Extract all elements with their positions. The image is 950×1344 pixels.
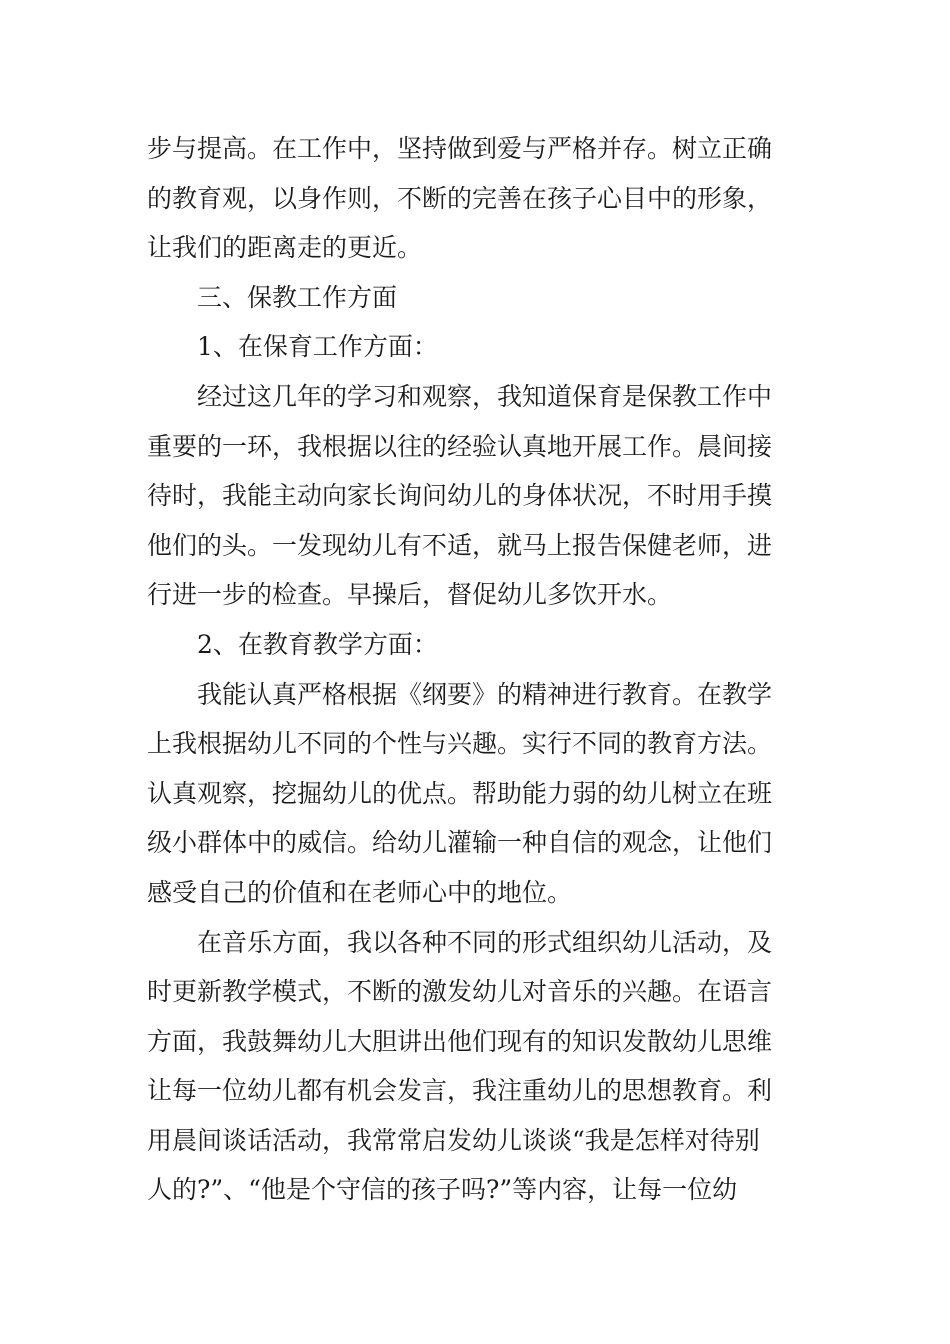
document-body	[147, 124, 815, 1215]
text-line: 待时，我能主动向家长询问幼儿的身体状况，不时用手摸	[147, 481, 773, 511]
text-line: 行进一步的检查。早操后，督促幼儿多饮开水。	[147, 580, 673, 610]
text-line: 他们的头。一发现幼儿有不适，就马上报告保健老师，进	[147, 530, 773, 560]
subsection-heading: 1、在保育工作方面：	[197, 332, 438, 362]
text-line: 让每一位幼儿都有机会发言，我注重幼儿的思想教育。利	[147, 1076, 773, 1106]
text-line: 在音乐方面，我以各种不同的形式组织幼儿活动，及	[197, 927, 773, 957]
text-line: 上我根据幼儿不同的个性与兴趣。实行不同的教育方法。	[147, 729, 773, 759]
text-line: 人的?”、“他是个守信的孩子吗?”等内容，让每一位幼	[147, 1175, 738, 1205]
text-line: 我能认真严格根据《纲要》的精神进行教育。在教学	[197, 679, 773, 709]
text-line: 重要的一环，我根据以往的经验认真地开展工作。晨间接	[147, 431, 773, 461]
subsection-heading: 2、在教育教学方面：	[197, 629, 438, 659]
text-line: 级小群体中的威信。给幼儿灌输一种自信的观念，让他们	[147, 828, 773, 858]
section-heading: 三、保教工作方面	[197, 282, 398, 312]
text-line: 步与提高。在工作中，坚持做到爱与严格并存。树立正确	[147, 134, 773, 163]
text-line: 时更新教学模式，不断的激发幼儿对音乐的兴趣。在语言	[147, 977, 773, 1007]
text-line: 方面，我鼓舞幼儿大胆讲出他们现有的知识发散幼儿思维	[147, 1026, 773, 1056]
text-line: 让我们的距离走的更近。	[147, 233, 423, 263]
text-line: 的教育观，以身作则，不断的完善在孩子心目中的形象，	[147, 183, 773, 213]
text-line: 用晨间谈话活动，我常常启发幼儿谈谈“我是怎样对待别	[147, 1125, 760, 1155]
text-line: 经过这几年的学习和观察，我知道保育是保教工作中	[197, 381, 773, 411]
text-line: 感受自己的价值和在老师心中的地位。	[147, 877, 573, 907]
text-line: 认真观察，挖掘幼儿的优点。帮助能力弱的幼儿树立在班	[147, 778, 773, 808]
